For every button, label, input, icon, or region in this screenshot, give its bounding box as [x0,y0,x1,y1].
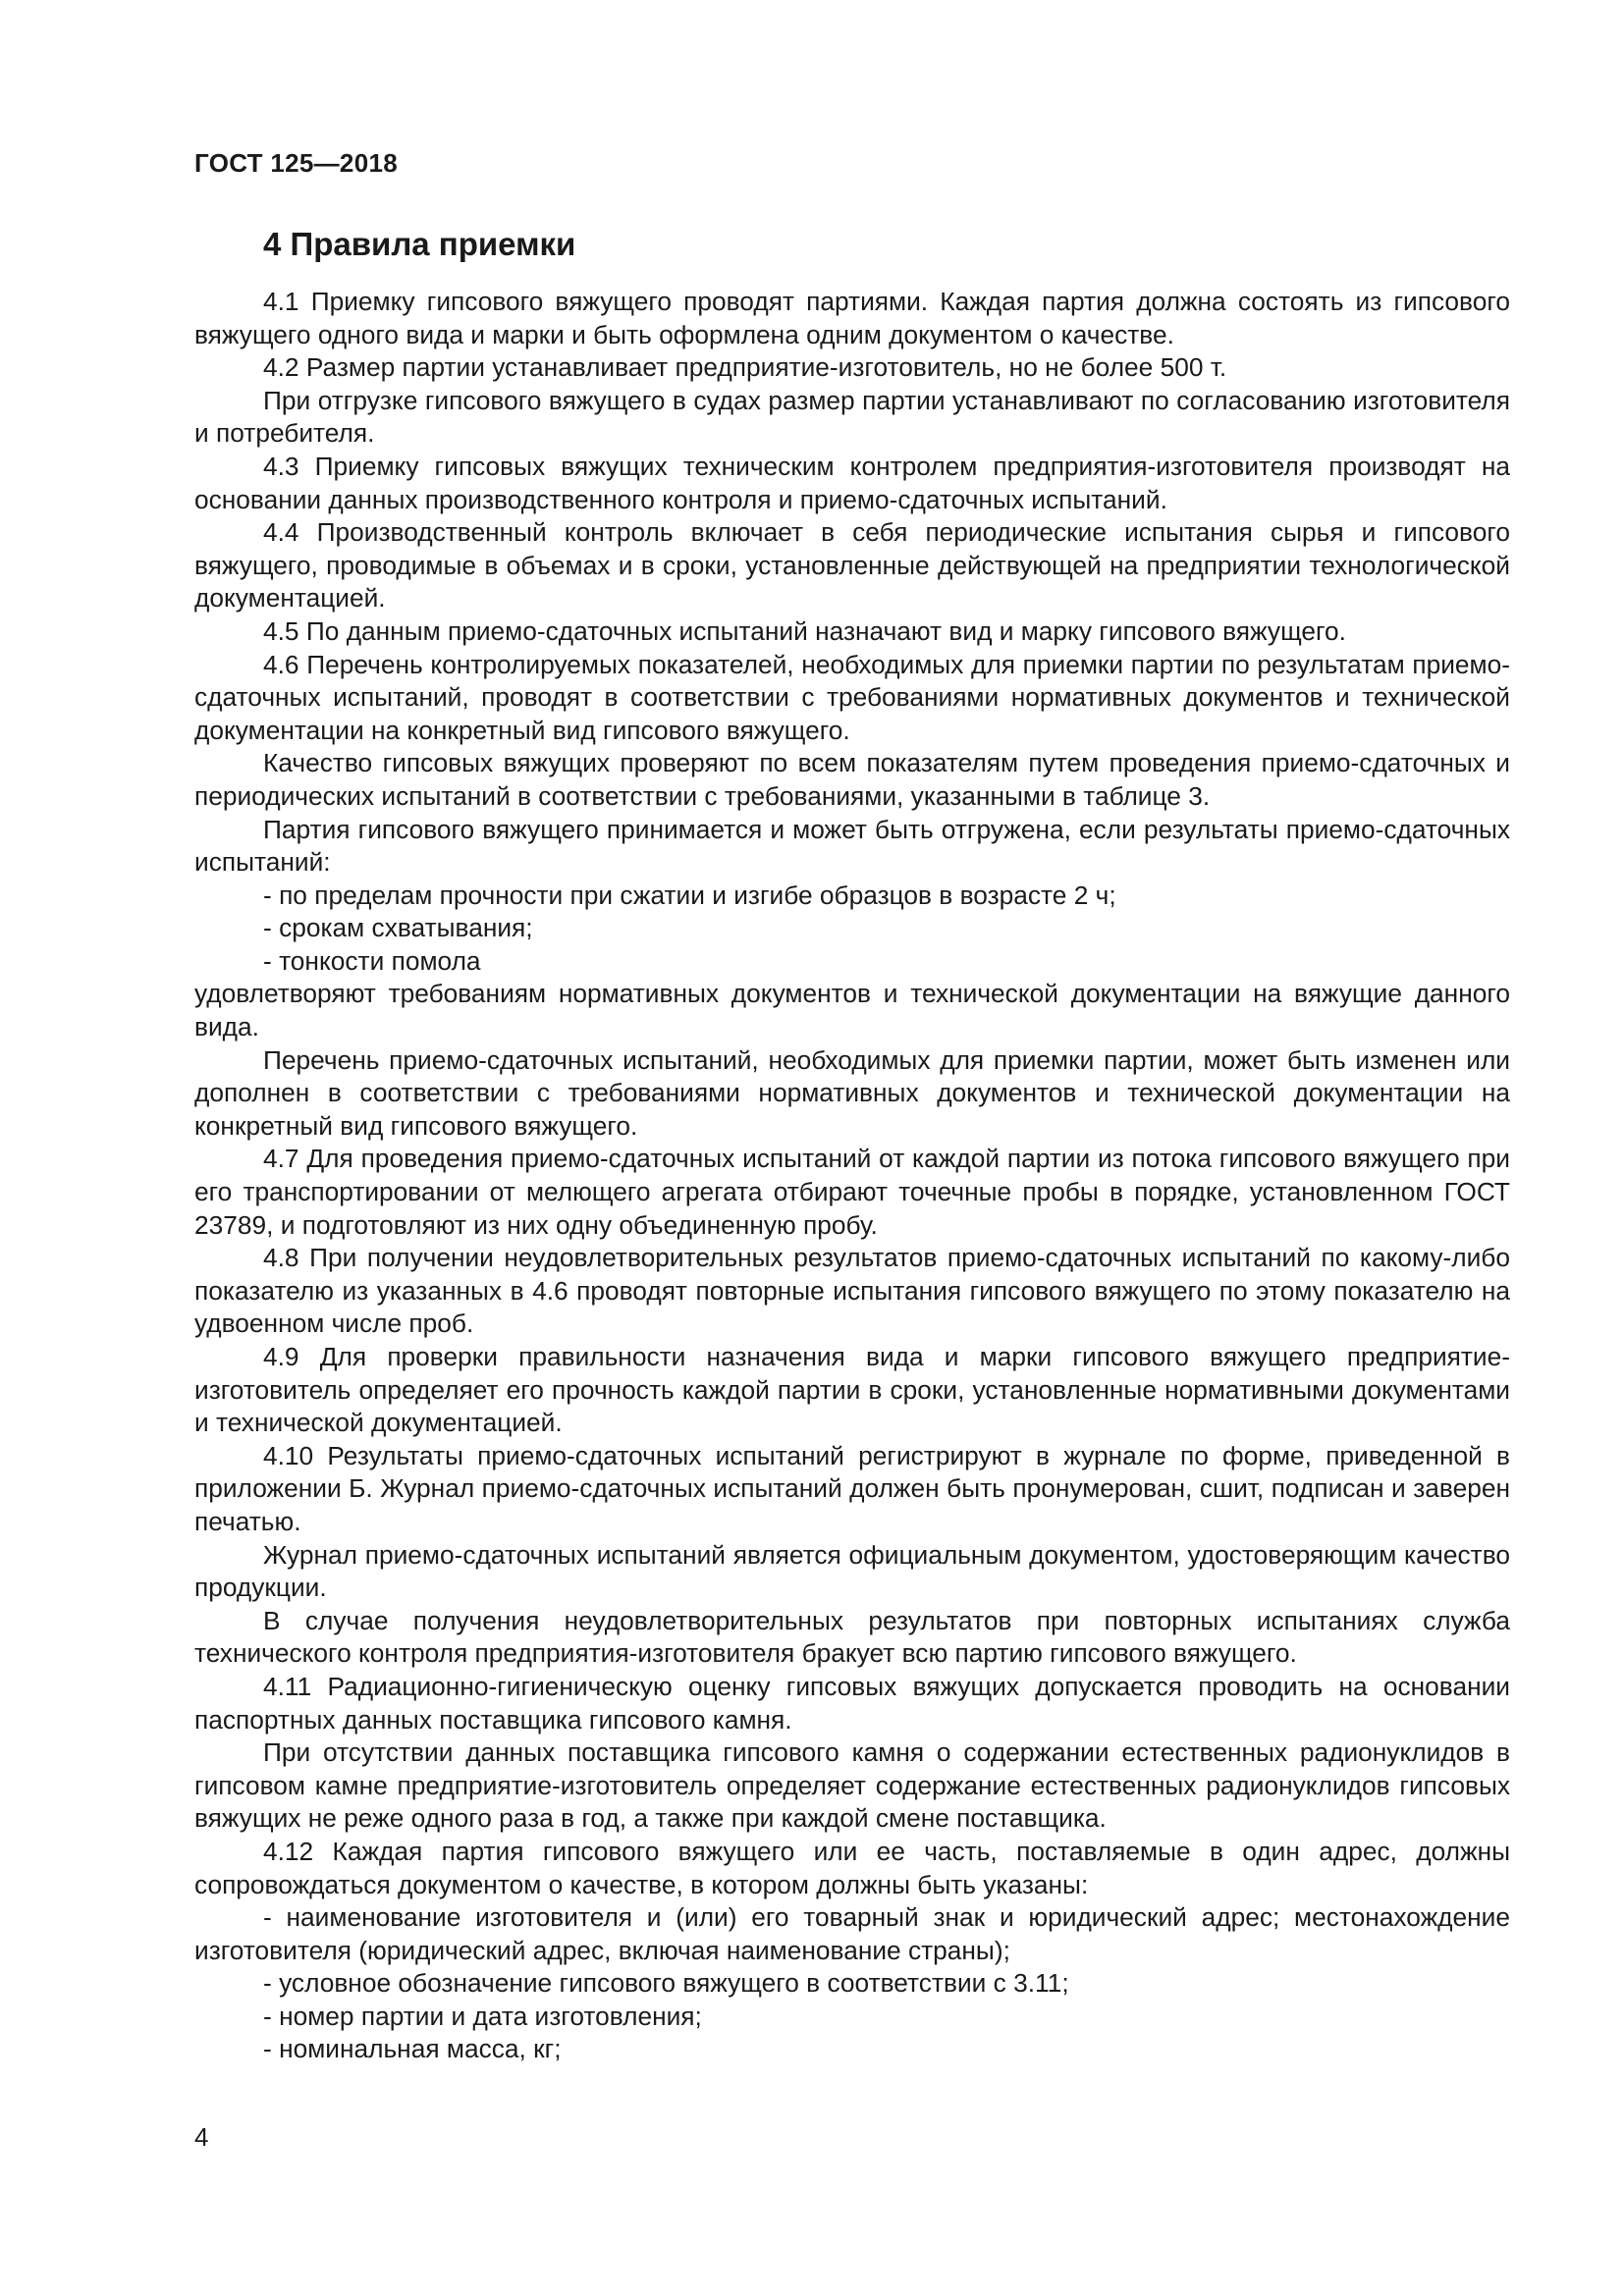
paragraph: Перечень приемо-сдаточных испытаний, необходимых для приемки партии, может быть изменен или дополнен в соответствии с требованиями нормативных документов и технической документации на конкретный вид гипсового вяжущего. [194,1044,1510,1141]
paragraph: удовлетворяют требованиям нормативных документов и технической документации на вяжущие данного вида. [194,979,1510,1042]
paragraph: В случае получения неудовлетворительных результатов при повторных испытаниях служба технического контроля предприятия-изготовителя бракует всю партию гипсового вяжущего. [194,1605,1510,1669]
paragraph-4-7: 4.7 Для проведения приемо-сдаточных испытаний от каждой партии из потока гипсового вяжущего при его транспортировании от мелющего агрегата отбирают точечные пробы в порядке, установленном ГОСТ 23789, и подготовляют из них одну объединенную пробу. [194,1144,1510,1240]
paragraph-4-9: 4.9 Для проверки правильности назначения вида и марки гипсового вяжущего предприятие-изготовитель определяет его прочность каждой партии в сроки, установленные нормативными документами и технической документацией. [194,1342,1510,1438]
paragraph-4-2: 4.2 Размер партии устанавливает предприятие-изготовитель, но не более 500 т. [263,352,1227,383]
paragraph-4-1: 4.1 Приемку гипсового вяжущего проводят партиями. Каждая партия должна состоять из гипсового вяжущего одного вида и марки и быть оформлена одним документом о качестве. [194,287,1510,349]
paragraph-4-12: 4.12 Каждая партия гипсового вяжущего или ее часть, поставляемые в один адрес, должны сопровождаться документом о качестве, в котором должны быть указаны: [194,1836,1510,1899]
list-item: - номинальная масса, кг; [263,2034,562,2064]
paragraph-4-6: 4.6 Перечень контролируемых показателей, необходимых для приемки партии по результатам приемо-сдаточных испытаний, проводят в соответствии с требованиями нормативных документов и технической документации на конкретный вид гипсового вяжущего. [194,649,1510,745]
standard-code-header: ГОСТ 125—2018 [194,148,398,178]
paragraph: Журнал приемо-сдаточных испытаний является официальным документом, удостоверяющим качество продукции. [194,1539,1510,1603]
paragraph: При отсутствии данных поставщика гипсового камня о содержании естественных радионуклидов в гипсовом камне предприятие-изготовитель определяет содержание естественных радионуклидов гипсовых вяжущих не реже одного раза в год, а также при каждой смене поставщика. [194,1737,1510,1834]
paragraph-4-4: 4.4 Производственный контроль включает в себя периодические испытания сырья и гипсового вяжущего, проводимые в объемах и в сроки, установленные действующей на предприятии технологической документацией. [194,517,1510,614]
list-item: - наименование изготовителя и (или) его товарный знак и юридический адрес; местонахождение изготовителя (юридический адрес, включая наименование страны); [194,1902,1510,1965]
section-body [194,286,1510,2066]
paragraph: Качество гипсовых вяжущих проверяют по всем показателям путем проведения приемо-сдаточных и периодических испытаний в соответствии с требованиями, указанными в таблице 3. [194,748,1510,811]
paragraph: При отгрузке гипсового вяжущего в судах размер партии устанавливают по согласованию изготовителя и потребителя. [194,385,1510,449]
page-number: 4 [194,2122,209,2152]
list-item: - номер партии и дата изготовления; [263,2001,702,2031]
list-item: - срокам схватывания; [263,913,533,943]
list-item: - условное обозначение гипсового вяжущего в соответствии с 3.11; [263,1968,1069,1999]
paragraph-4-3: 4.3 Приемку гипсовых вяжущих техническим контролем предприятия-изготовителя производят на основании данных производственного контроля и приемо-сдаточных испытаний. [194,451,1510,514]
section-title: 4 Правила приемки [263,226,576,262]
paragraph-4-8: 4.8 При получении неудовлетворительных результатов приемо-сдаточных испытаний по какому-либо показателю из указанных в 4.6 проводят повторные испытания гипсового вяжущего по этому показателю на удвоенном числе проб. [194,1243,1510,1339]
list-item: - по пределам прочности при сжатии и изгибе образцов в возрасте 2 ч; [263,880,1116,910]
list-item: - тонкости помола [263,945,481,976]
paragraph-4-10: 4.10 Результаты приемо-сдаточных испытаний регистрируют в журнале по форме, приведенной в приложении Б. Журнал приемо-сдаточных испытаний должен быть пронумерован, сшит, подписан и заверен печатью. [194,1440,1510,1536]
paragraph-4-11: 4.11 Радиационно-гигиеническую оценку гипсовых вяжущих допускается проводить на основании паспортных данных поставщика гипсового камня. [194,1671,1510,1735]
paragraph: Партия гипсового вяжущего принимается и может быть отгружена, если результаты приемо-сдаточных испытаний: [194,814,1510,878]
paragraph-4-5: 4.5 По данным приемо-сдаточных испытаний назначают вид и марку гипсового вяжущего. [263,615,1346,646]
